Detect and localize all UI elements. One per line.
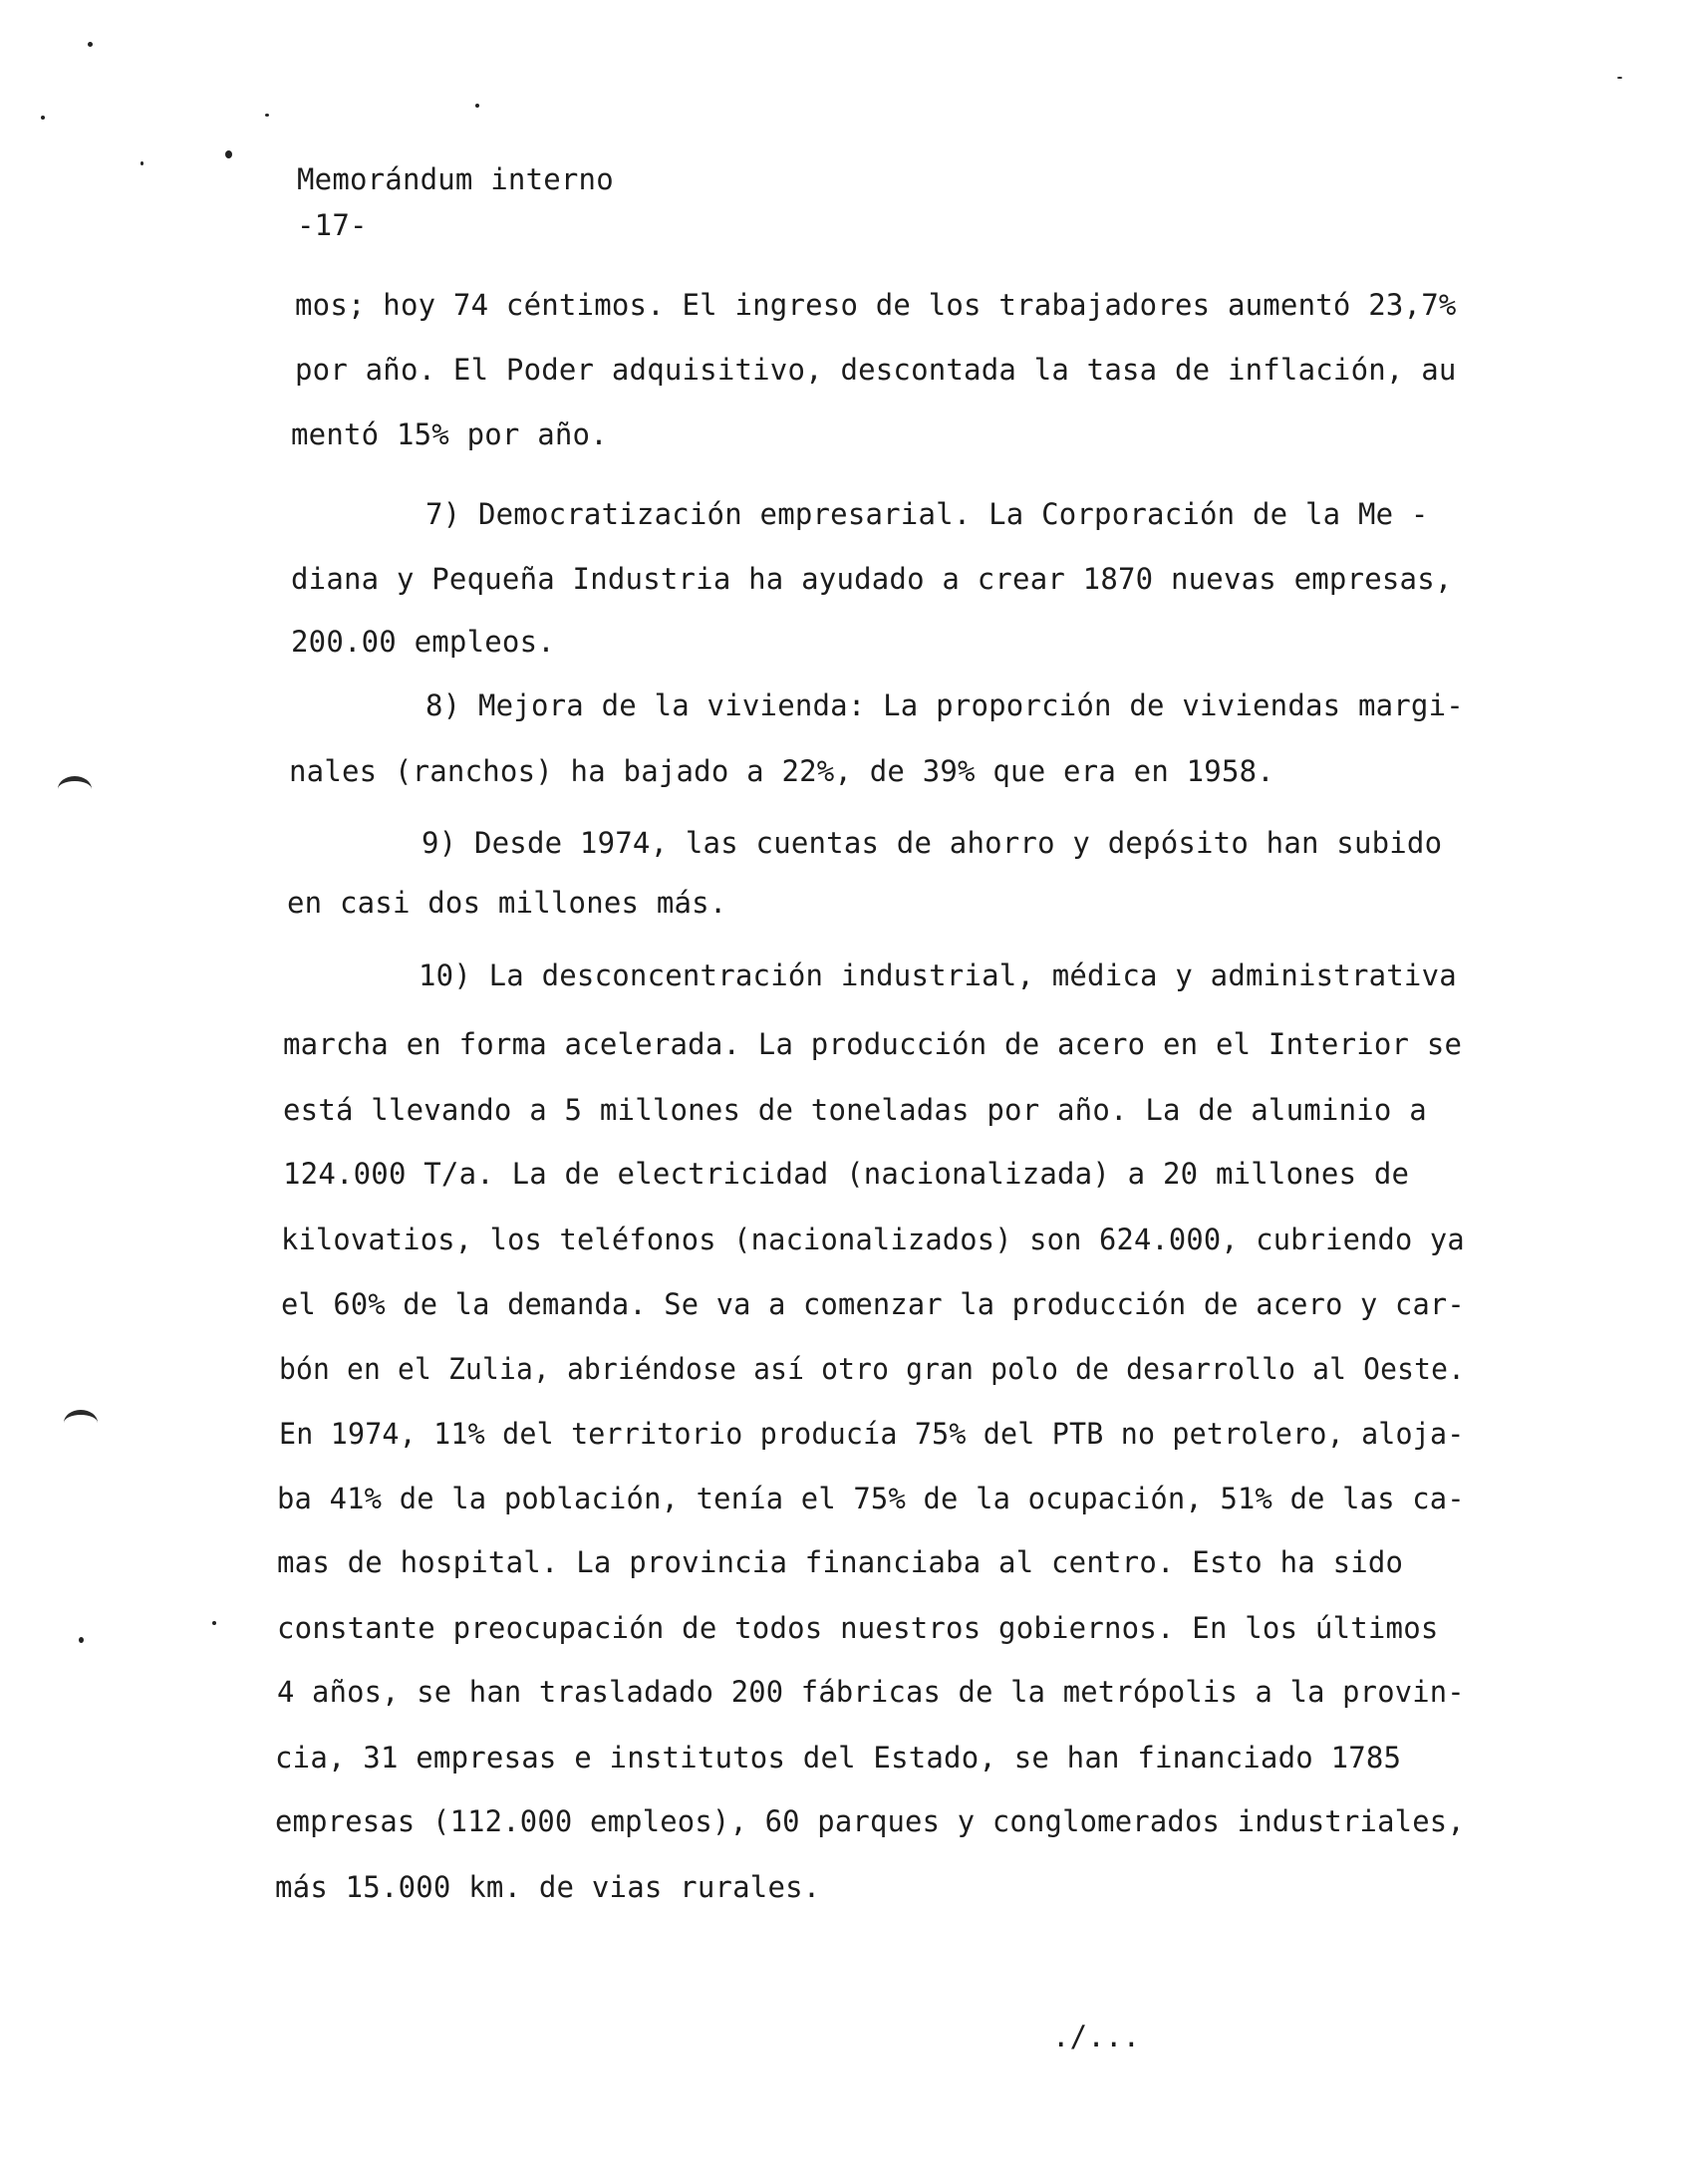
body-line: marcha en forma acelerada. La producción de acero en el Interior se [283, 1027, 1463, 1061]
body-line: mos; hoy 74 céntimos. El ingreso de los trabajadores aumentó 23,7% [295, 288, 1457, 322]
scan-speck [475, 104, 479, 108]
scan-speck [225, 150, 232, 158]
body-line: constante preocupación de todos nuestros gobiernos. En los últimos [277, 1611, 1439, 1645]
continuation-mark: ./... [1052, 2020, 1141, 2053]
memo-title: Memorándum interno [297, 162, 614, 196]
body-line: bón en el Zulia, abriéndose así otro gran polo de desarrollo al Oeste. [279, 1352, 1466, 1386]
body-line: el 60% de la demanda. Se va a comenzar la producción de acero y car- [281, 1287, 1465, 1321]
body-line: mas de hospital. La provincia financiaba al centro. Esto ha sido [277, 1545, 1404, 1579]
body-line: nales (ranchos) ha bajado a 22%, de 39% que era en 1958. [289, 754, 1274, 788]
body-line: kilovatios, los teléfonos (nacionalizados) son 624.000, cubriendo ya [281, 1223, 1465, 1256]
scan-speck [141, 161, 143, 165]
body-line: está llevando a 5 millones de toneladas por año. La de aluminio a [283, 1093, 1427, 1127]
body-line: 9) Desde 1974, las cuentas de ahorro y depósito han subido [422, 826, 1443, 860]
scan-speck [79, 1637, 84, 1643]
scan-speck [41, 116, 45, 120]
scan-speck [1617, 77, 1622, 79]
body-line: 7) Democratización empresarial. La Corporación de la Me - [425, 497, 1429, 531]
body-line: en casi dos millones más. [287, 886, 727, 920]
body-line: mentó 15% por año. [291, 417, 608, 451]
scan-speck [212, 1621, 216, 1625]
body-line: 4 años, se han trasladado 200 fábricas de la metrópolis a la provin- [277, 1675, 1465, 1709]
body-line: 200.00 empleos. [291, 625, 555, 659]
scan-speck [88, 42, 93, 47]
scan-speck [265, 114, 269, 117]
page-number: -17- [297, 208, 368, 242]
punch-hole-mark [64, 1410, 98, 1436]
body-line: ba 41% de la población, tenía el 75% de la ocupación, 51% de las ca- [277, 1482, 1465, 1515]
punch-hole-mark [58, 776, 92, 802]
body-line: más 15.000 km. de vias rurales. [275, 1870, 821, 1904]
body-line: 8) Mejora de la vivienda: La proporción de viviendas margi- [425, 688, 1464, 722]
body-line: por año. El Poder adquisitivo, descontada la tasa de inflación, au [295, 353, 1457, 387]
body-line: 124.000 T/a. La de electricidad (nacionalizada) a 20 millones de [283, 1157, 1410, 1191]
body-line: diana y Pequeña Industria ha ayudado a crear 1870 nuevas empresas, [291, 562, 1453, 596]
body-line: En 1974, 11% del territorio producía 75% del PTB no petrolero, aloja- [279, 1417, 1465, 1451]
body-line: cia, 31 empresas e institutos del Estado, se han financiado 1785 [275, 1741, 1402, 1774]
body-line: 10) La desconcentración industrial, médica y administrativa [419, 958, 1457, 992]
body-line: empresas (112.000 empleos), 60 parques y conglomerados industriales, [275, 1804, 1465, 1838]
